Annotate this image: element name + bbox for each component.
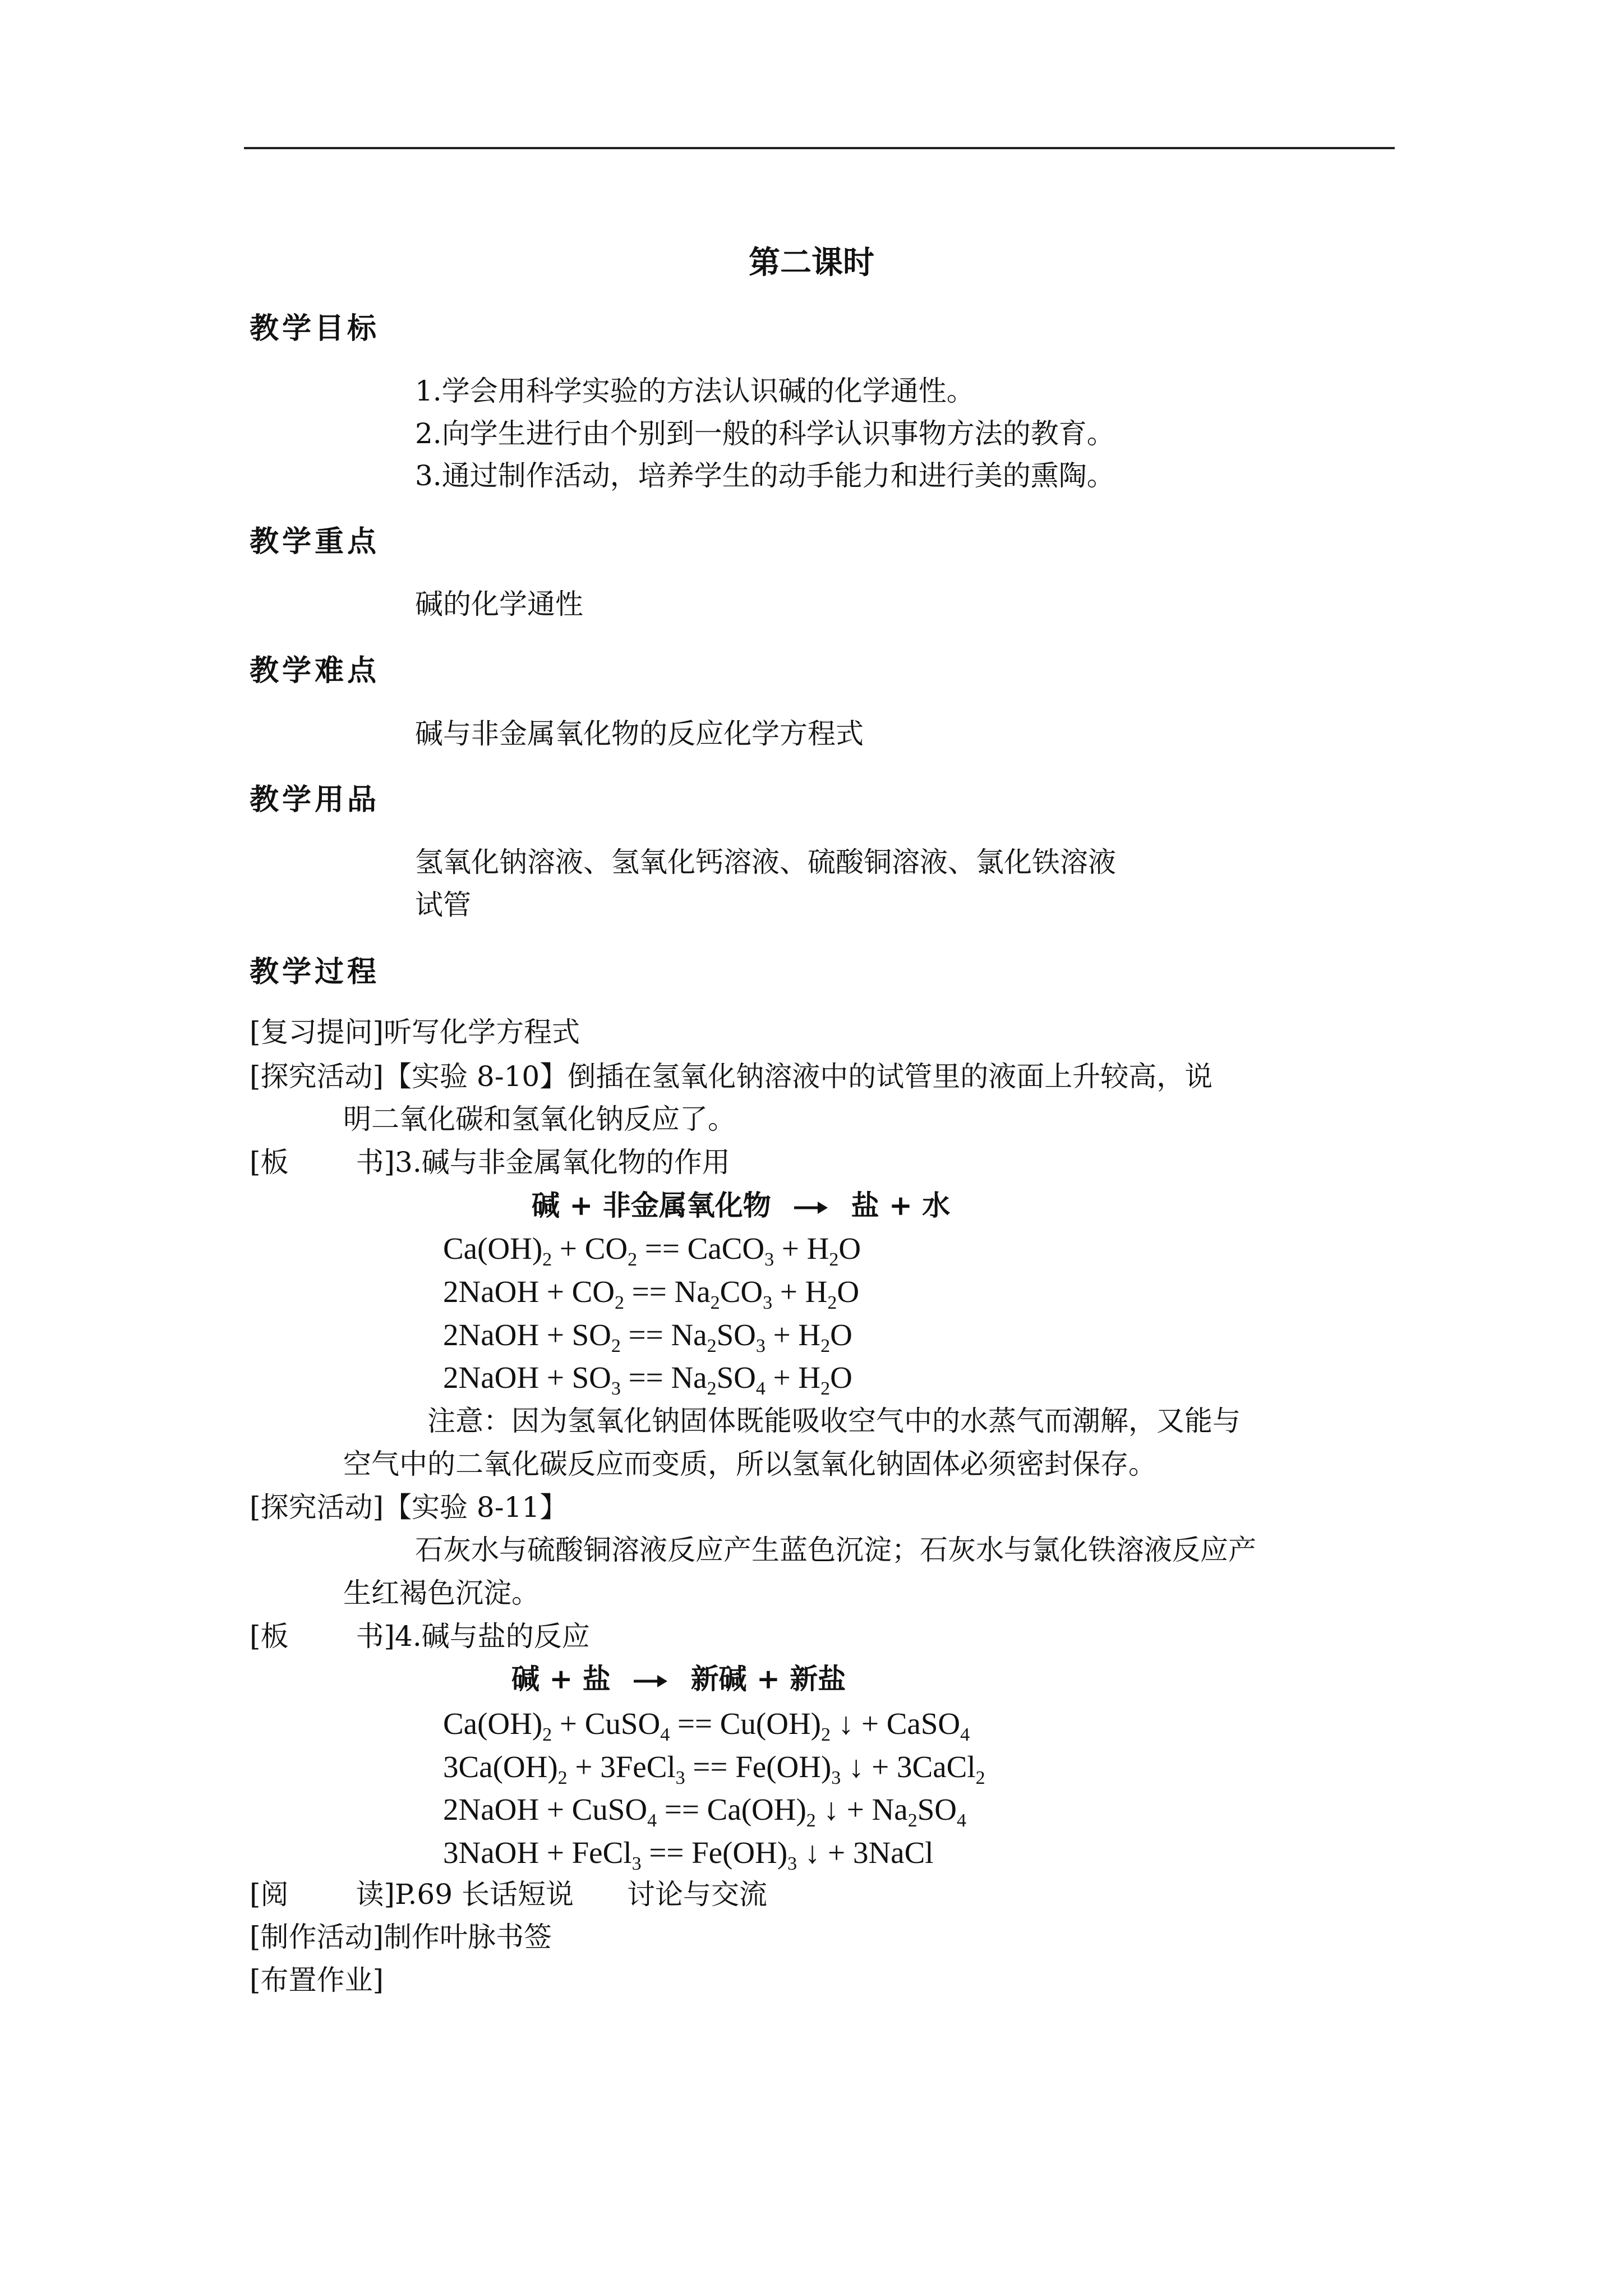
board1-text: 3.碱与非金属氧化物的作用 — [395, 1146, 730, 1179]
difficulty-heading: 教学难点 — [250, 654, 380, 688]
materials-heading: 教学用品 — [250, 783, 380, 817]
rule2-right: 新碱 + 新盐 — [690, 1662, 846, 1695]
rule1-right: 盐 + 水 — [851, 1189, 951, 1222]
equation-subscript: 3 — [755, 1336, 766, 1356]
making-line — [250, 1923, 552, 1951]
equation-subscript: 2 — [829, 1249, 839, 1270]
explore2-line — [250, 1491, 568, 1524]
equation-text: + 3FeCl — [567, 1750, 676, 1784]
equation-subscript: 3 — [763, 1292, 773, 1313]
board2-label: [板 — [250, 1620, 289, 1653]
rule2 — [511, 1662, 846, 1695]
equation-text: SO — [917, 1792, 957, 1826]
equation-text: O — [830, 1360, 852, 1395]
equation — [443, 1792, 967, 1831]
equation — [443, 1835, 934, 1874]
making-label: [制作活动] — [250, 1921, 384, 1953]
explore1-label: [探究活动] — [250, 1060, 384, 1093]
equation-subscript: 2 — [557, 1768, 568, 1788]
equation-text: == Na — [620, 1360, 707, 1395]
making-text: 制作叶脉书签 — [384, 1921, 552, 1953]
board2-line — [250, 1620, 590, 1653]
equation-text: ↓ + CaSO — [830, 1706, 961, 1741]
objective-item: 2.向学生进行由个别到一般的科学认识事物方法的教育。 — [415, 417, 1115, 450]
equation-subscript: 2 — [907, 1810, 917, 1831]
page-title: 第二课时 — [749, 244, 874, 281]
rule1-left: 碱 + 非金属氧化物 — [532, 1189, 771, 1222]
equation-subscript: 4 — [960, 1724, 970, 1745]
equation — [443, 1750, 985, 1788]
equation-subscript: 4 — [660, 1724, 670, 1745]
equation-subscript: 2 — [827, 1292, 837, 1313]
review-label: [复习提问] — [250, 1016, 384, 1048]
equation-text: + CO — [552, 1231, 628, 1266]
equation-text: 2NaOH + SO — [443, 1318, 611, 1352]
equation-text: == Na — [624, 1274, 711, 1309]
equation-subscript: 2 — [611, 1336, 621, 1356]
equation — [443, 1231, 861, 1270]
equation-subscript: 2 — [615, 1292, 624, 1313]
equation — [443, 1360, 852, 1399]
homework-label: [布置作业] — [250, 1964, 384, 1996]
equation-subscript: 3 — [764, 1249, 774, 1270]
explore2-text: 【实验 8-11】 — [384, 1491, 568, 1524]
equation-subscript: 3 — [611, 1378, 621, 1399]
explore1-line — [250, 1062, 1212, 1091]
equation-subscript: 2 — [710, 1292, 720, 1313]
key-points-heading: 教学重点 — [250, 524, 380, 559]
equation-text: SO — [716, 1318, 756, 1352]
reading-label-end: 读] — [356, 1878, 395, 1911]
equation-subscript: 2 — [707, 1336, 717, 1356]
equation-subscript: 3 — [787, 1853, 797, 1874]
equation-text: 2NaOH + SO — [443, 1360, 611, 1395]
objectives-heading: 教学目标 — [250, 311, 380, 346]
explore2-continuation: 生红褐色沉淀。 — [343, 1577, 540, 1609]
equation-text: == Ca(OH) — [657, 1792, 806, 1826]
equation-text: SO — [716, 1360, 756, 1395]
rule2-left: 碱 + 盐 — [511, 1662, 611, 1695]
materials-line: 氢氧化钠溶液、氢氧化钙溶液、硫酸铜溶液、氯化铁溶液 — [415, 846, 1116, 878]
equation-text: + CuSO — [552, 1706, 661, 1741]
reading-line — [250, 1878, 767, 1911]
note-line: 注意：因为氢氧化钠固体既能吸收空气中的水蒸气而潮解，又能与 — [427, 1405, 1241, 1437]
equation-text: Ca(OH) — [443, 1231, 543, 1266]
equation-text: ↓ + Na — [815, 1792, 908, 1826]
rule1-arrow-icon — [793, 1191, 829, 1220]
process-heading: 教学过程 — [250, 955, 380, 989]
reading-label: [阅 — [250, 1878, 289, 1911]
equation-subscript: 2 — [542, 1249, 552, 1270]
equation-subscript: 2 — [820, 1378, 831, 1399]
equation-subscript: 4 — [957, 1810, 967, 1831]
equation-text: 3NaOH + FeCl — [443, 1835, 632, 1870]
equation-text: == Fe(OH) — [641, 1835, 788, 1870]
equation-subscript: 2 — [975, 1768, 985, 1788]
equation-subscript: 2 — [820, 1336, 831, 1356]
difficulty-text: 碱与非金属氧化物的反应化学方程式 — [415, 717, 864, 750]
equation-subscript: 3 — [831, 1768, 841, 1788]
equation-text: == Na — [620, 1318, 707, 1352]
equation-text: ↓ + 3NaCl — [797, 1835, 934, 1870]
equation-text: == Fe(OH) — [685, 1750, 832, 1784]
equation-text: O — [838, 1231, 861, 1266]
equation-text: 3Ca(OH) — [443, 1750, 558, 1784]
equation-subscript: 3 — [631, 1853, 642, 1874]
equation-subscript: 4 — [755, 1378, 766, 1399]
equation-subscript: 2 — [542, 1724, 552, 1745]
note-continuation: 空气中的二氧化碳反应而变质，所以氢氧化钠固体必须密封保存。 — [343, 1448, 1156, 1480]
review-line — [250, 1018, 580, 1046]
board2-text: 4.碱与盐的反应 — [395, 1620, 590, 1653]
board1-label: [板 — [250, 1146, 289, 1179]
equation-text: 2NaOH + CuSO — [443, 1792, 648, 1826]
equation — [443, 1318, 852, 1356]
header-rule — [244, 147, 1395, 149]
board2-label-end: 书] — [356, 1620, 395, 1653]
reading-text: P.69 长话短说 — [395, 1878, 574, 1911]
equation-subscript: 2 — [806, 1810, 816, 1831]
key-points-text: 碱的化学通性 — [415, 588, 583, 620]
equation-text: Ca(OH) — [443, 1706, 543, 1741]
objective-item: 1.学会用科学实验的方法认识碱的化学通性。 — [415, 375, 975, 407]
explore1-text: 【实验 8-10】倒插在氢氧化钠溶液中的试管里的液面上升较高，说 — [384, 1060, 1213, 1093]
equation-text: == Cu(OH) — [670, 1706, 821, 1741]
materials-line: 试管 — [415, 889, 471, 921]
equation-text: + H — [765, 1360, 821, 1395]
equation-subscript: 3 — [675, 1768, 685, 1788]
review-text: 听写化学方程式 — [384, 1016, 580, 1048]
equation-subscript: 4 — [647, 1810, 657, 1831]
board1-label-end: 书] — [356, 1146, 395, 1179]
explore2-description: 石灰水与硫酸铜溶液反应产生蓝色沉淀；石灰水与氯化铁溶液反应产 — [415, 1534, 1256, 1566]
equation-text: O — [837, 1274, 860, 1309]
rule2-arrow-icon — [633, 1665, 668, 1693]
equation-text: + H — [765, 1318, 821, 1352]
equation-text: CO — [720, 1274, 763, 1309]
equation-subscript: 2 — [820, 1724, 831, 1745]
objective-item: 3.通过制作活动，培养学生的动手能力和进行美的熏陶。 — [415, 459, 1115, 492]
equation — [443, 1706, 970, 1745]
explore2-label: [探究活动] — [250, 1491, 384, 1524]
equation-text: + H — [772, 1274, 828, 1309]
equation-text: O — [830, 1318, 852, 1352]
equation-subscript: 2 — [707, 1378, 717, 1399]
equation-text: ↓ + 3CaCl — [841, 1750, 976, 1784]
equation-text: 2NaOH + CO — [443, 1274, 615, 1309]
board1-line — [250, 1146, 730, 1179]
equation — [443, 1274, 860, 1313]
reading-extra: 讨论与交流 — [626, 1878, 767, 1911]
equation-text: + H — [774, 1231, 829, 1266]
equation-subscript: 2 — [628, 1249, 638, 1270]
rule1 — [532, 1191, 950, 1220]
equation-text: == CaCO — [637, 1231, 765, 1266]
explore1-continuation: 明二氧化碳和氢氧化钠反应了。 — [343, 1103, 736, 1135]
